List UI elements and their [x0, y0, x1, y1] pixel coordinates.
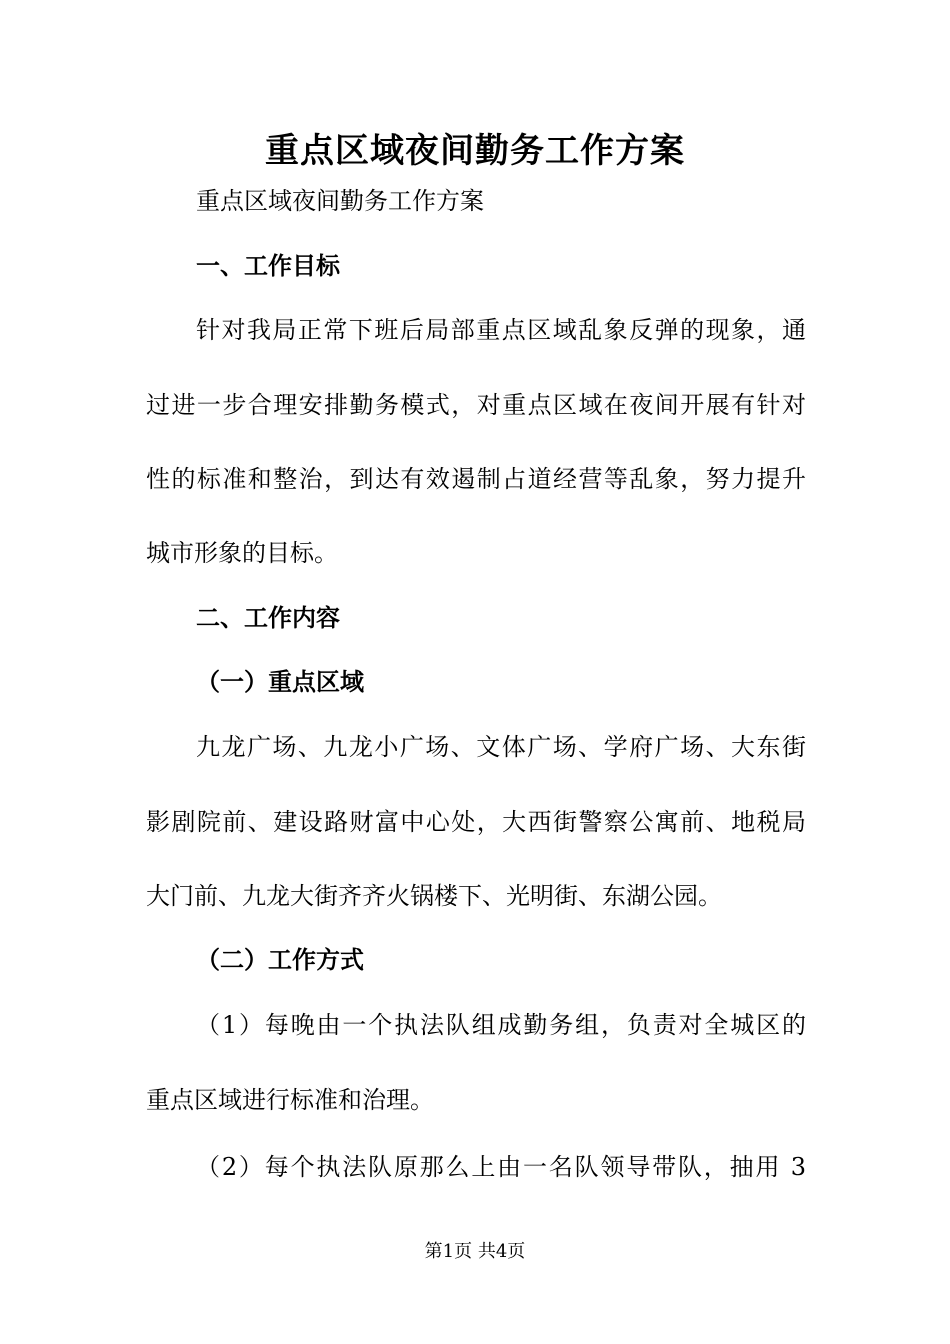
document-title: 重点区域夜间勤务工作方案	[265, 131, 685, 171]
paragraph-line: 过进一步合理安排勤务模式，对重点区域在夜间开展有针对	[146, 391, 806, 419]
page-footer: 第1页 共4页	[424, 1241, 526, 1262]
paragraph-line: 重点区域进行标准和治理。	[146, 1086, 434, 1114]
paragraph-line: 大门前、九龙大街齐齐火锅楼下、光明街、东湖公园。	[146, 882, 722, 910]
subsection-heading-areas: （一）重点区域	[196, 668, 364, 696]
paragraph-line: （1）每晚由一个执法队组成勤务组，负责对全城区的	[196, 1011, 806, 1039]
paragraph-line: 九龙广场、九龙小广场、文体广场、学府广场、大东街	[196, 733, 806, 761]
section-heading-goals: 一、工作目标	[196, 252, 340, 280]
document-subtitle: 重点区域夜间勤务工作方案	[196, 187, 484, 215]
paragraph-line: 城市形象的目标。	[146, 539, 338, 567]
paragraph-line: 性的标准和整治，到达有效遏制占道经营等乱象，努力提升	[146, 465, 806, 493]
paragraph-line: 影剧院前、建设路财富中心处，大西街警察公寓前、地税局	[146, 808, 806, 836]
section-heading-content: 二、工作内容	[196, 604, 340, 632]
paragraph-line: （2）每个执法队原那么上由一名队领导带队，抽用 3	[196, 1153, 806, 1181]
subsection-heading-method: （二）工作方式	[196, 946, 364, 974]
paragraph-line: 针对我局正常下班后局部重点区域乱象反弹的现象，通	[196, 316, 806, 344]
